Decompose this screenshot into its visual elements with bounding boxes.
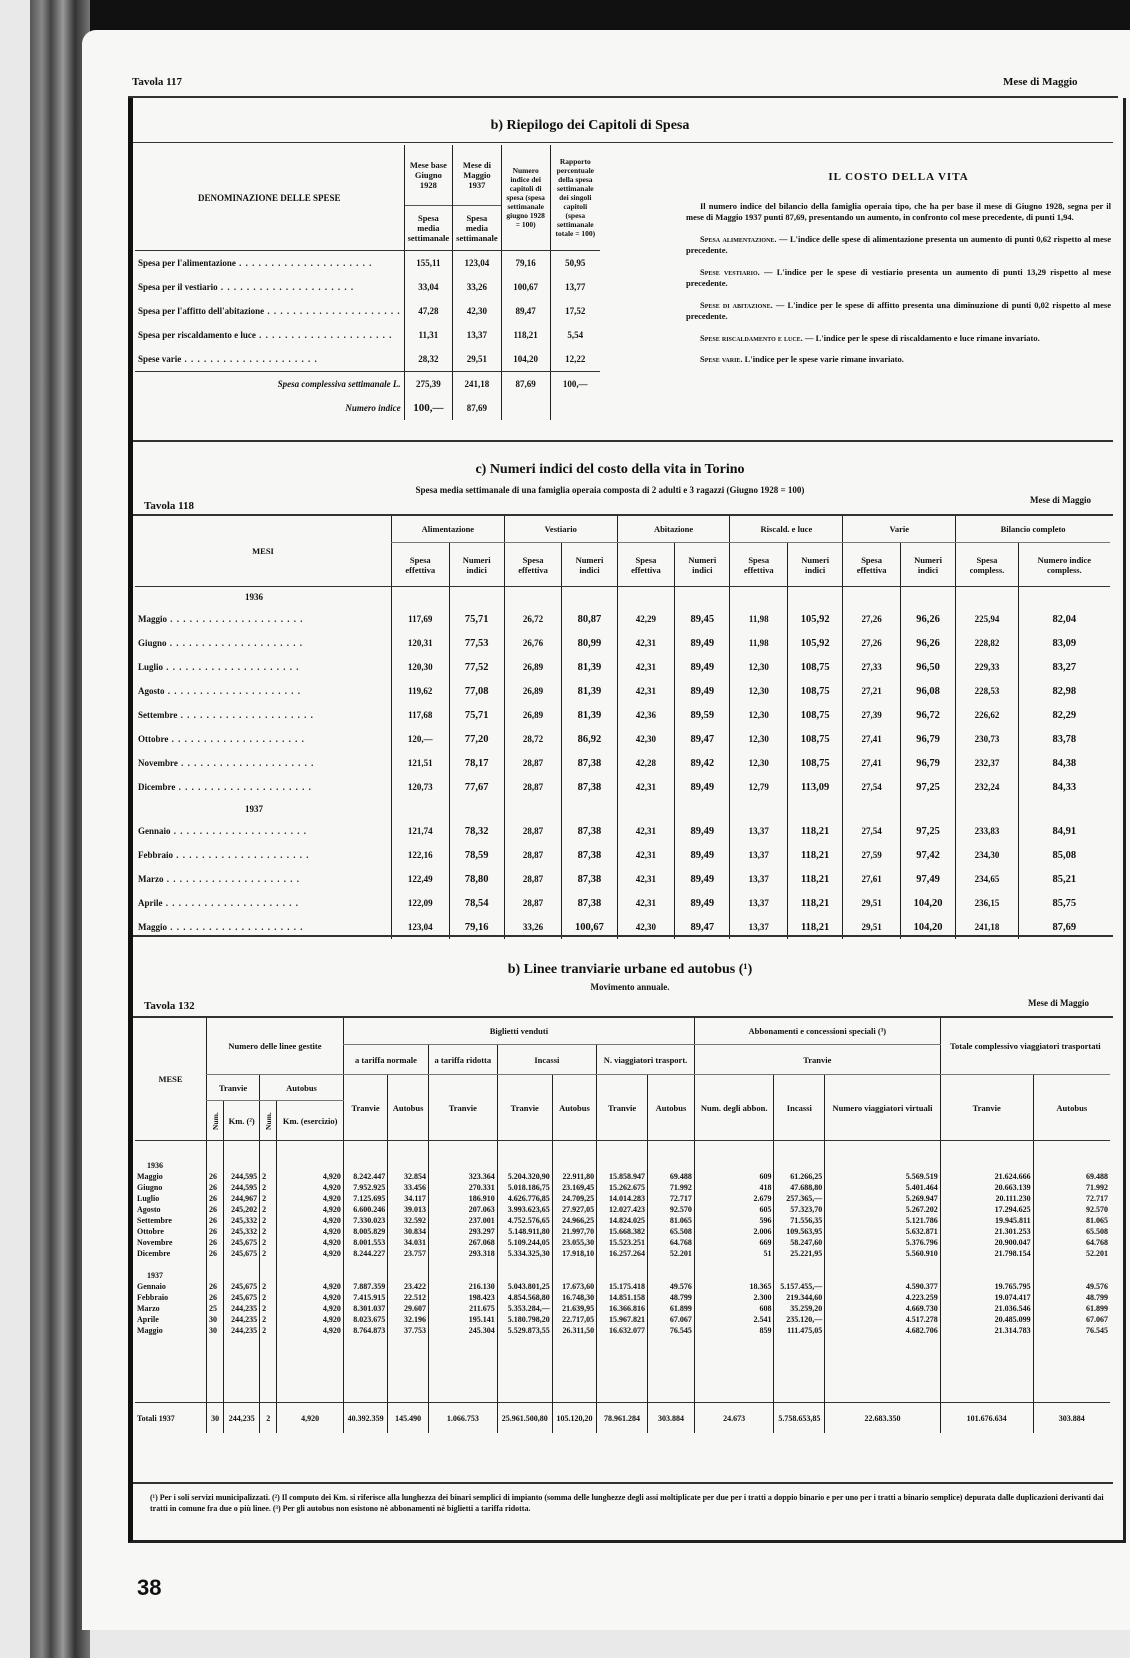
top-rule (128, 96, 1118, 98)
book-cover-top (30, 0, 1130, 32)
table-row: Giugno 26 244,595 2 4,920 7.952.925 33.456 270.331 5.018.186,75 23.169,45 15.262.675 71.992 418 47.688,80 5.401.464 20.663.139 71.992 (137, 1183, 1108, 1192)
col-maggio: Mese di Maggio 1937 (453, 145, 502, 206)
table-row: Luglio . . . 120,30 77,52 26,89 81,39 42,31 89,49 12,30 108,75 27,33 96,50 229,33 83,27 (135, 655, 1110, 679)
paragraph-vestiario: Spese vestiario. — L'indice per le spese di vestiario presenta un aumento di punti 13,29 rispetto al mese precedente. (686, 266, 1111, 289)
section-rule (133, 440, 1113, 442)
riepilogo-title: b) Riepilogo dei Capitoli di Spesa (490, 118, 690, 133)
month-label-top: Mese di Maggio (1003, 76, 1078, 88)
table-row: Spesa per il vestiario . . . 33,04 33,26 100,67 13,77 (135, 275, 600, 299)
table-row: Gennaio 26 245,675 2 4,920 7.887.359 23.422 216.130 5.043.801,25 17.673,60 15.175.418 49.576 18.365 5.157.455,— 4.590.377 19.765.795 49.576 (137, 1282, 1108, 1291)
table-row: Spesa per riscaldamento e luce . . . 11,31 13,37 118,21 5,54 (135, 323, 600, 347)
table-row: Settembre 26 245,332 2 4,920 7.330.023 32.592 237.001 4.752.576,65 24.966,25 14.824.025 81.065 596 71.556,35 5.121.786 19.945.811 81.065 (137, 1216, 1108, 1225)
year-label: 1937 (147, 1271, 163, 1280)
table-row: Agosto . . . 119,62 77,08 26,89 81,39 42,31 89,49 12,30 108,75 27,21 96,08 228,53 82,98 (135, 679, 1110, 703)
tranvie-title: b) Linee tranviarie urbane ed autobus (¹) (507, 962, 753, 977)
col-spesa-media-base: Spesa media settimanale (404, 206, 453, 251)
table-row: Ottobre . . . 120,— 77,20 28,72 86,92 42,30 89,47 12,30 108,75 27,41 96,79 230,73 83,78 (135, 727, 1110, 751)
paragraph-riscaldamento: Spese riscaldamento e luce. — L'indice per le spese di riscaldamento e luce rimane invariato. (700, 332, 1040, 343)
table-row: Gennaio . . . 121,74 78,32 28,87 87,38 42,31 89,49 13,37 118,21 27,54 97,25 233,83 84,91 (135, 819, 1110, 843)
col-rapporto: Rapporto percentuale della spesa settimanale dei singoli capitoli (spesa settimanale totale = 100) (550, 145, 600, 251)
table-row: Dicembre 26 245,675 2 4,920 8.244.227 23.757 293.318 5.334.325,30 17.918,10 16.257.264 52.201 51 25.221,95 5.560.910 21.798.154 52.201 (137, 1249, 1108, 1258)
tavola-132-label: Tavola 132 (144, 1000, 195, 1012)
col-denominazione: DENOMINAZIONE DELLE SPESE (135, 145, 404, 251)
table-row: Aprile 30 244,235 2 4,920 8.023.675 32.196 195.141 5.180.798,20 22.717,05 15.967.821 67.067 2.541 235.120,— 4.517.278 20.485.099 67.067 (137, 1315, 1108, 1324)
table-row: Maggio 30 244,235 2 4,920 8.764.873 37.753 245.304 5.529.873,55 26.311,50 16.632.077 76.545 859 111.475,05 4.682.706 21.314.783 76.545 (137, 1326, 1108, 1335)
costo-vita-commentary (686, 170, 1111, 376)
table-row: Aprile . . . 122,09 78,54 28,87 87,38 42,31 89,49 13,37 118,21 29,51 104,20 236,15 85,75 (135, 891, 1110, 915)
table-row: Novembre . . . 121,51 78,17 28,87 87,38 42,28 89,42 12,30 108,75 27,41 96,79 232,37 84,38 (135, 751, 1110, 775)
col-numero-indice: Numero indice dei capitoli di spesa (spesa settimanale giugno 1928 = 100) (501, 145, 550, 251)
month-label-118: Mese di Maggio (1030, 495, 1091, 505)
numeri-indici-table: MESI Alimentazione Vestiario Abitazione Riscald. e luce Varie Bilancio completo Spesa effettiva Numeri indici Spesa effettiva Numeri indici Spesa effettiva Numeri indici Spesa effettiva Numeri indici Spesa effettiva Numeri indici Spesa compless. Numero indice compless. 1936 Maggio . . . 117,69 75,71 26,72 80,87 42,29 89,45 11,98 105,92 27,26 96,26 225,94 82,04 Giugno . . . 120,31 77,53 26,76 80,99 42,31 89,49 11,98 105,92 27,26 96,26 228,82 83,09 Luglio . . . 120,30 77,52 26,89 81,39 42,31 89,49 12,30 108,75 27,33 96,50 229,33 83,27 Agosto . . . 119,62 77,08 26,89 81,39 42,31 89,49 12,30 108,75 27,21 96,08 228,53 82,98 Settembre . . . 117,68 75,71 26,89 81,39 42,36 89,59 12,30 108,75 27,39 96,72 226,62 82,29 Ottobre . . . 120,— 77,20 28,72 86,92 42,30 89,47 12,30 108,75 27,41 96,79 230,73 83,78 Novembre . . . 121,51 78,17 28,87 87,38 42,28 89,42 12,30 108,75 27,41 96,79 232,37 84,38 Dicembre . . . 120,73 77,67 28,87 87,38 42,31 89,49 12,79 113,09 27,54 97,25 232,24 84,33 1937 Gennaio . . . 121,74 78,32 28,87 87,38 42,31 89,49 13,37 118,21 27,54 97,25 233,83 84,91 Febbraio . . . 122,16 78,59 28,87 87,38 42,31 89,49 13,37 118,21 27,59 97,42 234,30 85,08 Marzo . . . 122,49 78,80 28,87 87,38 42,31 89,49 13,37 118,21 27,61 97,49 234,65 85,21 Aprile . . . 122,09 78,54 28,87 87,38 42,31 89,49 13,37 118,21 29,51 104,20 236,15 85,75 Maggio . . . 123,04 79,16 33,26 100,67 42,30 89,47 13,37 118,21 29,51 104,20 241,18 87,69 (135, 516, 1110, 939)
page-number: 38 (137, 1575, 162, 1600)
table-row: Dicembre . . . 120,73 77,67 28,87 87,38 42,31 89,49 12,79 113,09 27,54 97,25 232,24 84,33 (135, 775, 1110, 799)
table-row: Marzo . . . 122,49 78,80 28,87 87,38 42,31 89,49 13,37 118,21 27,61 97,49 234,65 85,21 (135, 867, 1110, 891)
table-row: Settembre . . . 117,68 75,71 26,89 81,39 42,36 89,59 12,30 108,75 27,39 96,72 226,62 82,29 (135, 703, 1110, 727)
table-row: Marzo 25 244,235 2 4,920 8.301.037 29.607 211.675 5.353.284,— 21.639,95 16.366.816 61.899 608 35.259,20 4.669.730 21.036.546 61.899 (137, 1304, 1108, 1313)
year-label: 1936 (147, 1161, 163, 1170)
rule (133, 142, 1113, 143)
table-row: Maggio . . . 123,04 79,16 33,26 100,67 42,30 89,47 13,37 118,21 29,51 104,20 241,18 87,69 (135, 915, 1110, 939)
table-row: Giugno . . . 120,31 77,53 26,76 80,99 42,31 89,49 11,98 105,92 27,26 96,26 228,82 83,09 (135, 631, 1110, 655)
tavola-117-label: Tavola 117 (132, 76, 183, 88)
table-row: Luglio 26 244,967 2 4,920 7.125.695 34.117 186.910 4.626.776,85 24.709,25 14.014.283 72.717 2.679 257.365,— 5.269.947 20.111.230 72.717 (137, 1194, 1108, 1203)
table-row: Febbraio . . . 122,16 78,59 28,87 87,38 42,31 89,49 13,37 118,21 27,59 97,42 234,30 85,08 (135, 843, 1110, 867)
tavola-118-label: Tavola 118 (144, 500, 195, 512)
table-row: Spese varie . . . 28,32 29,51 104,20 12,22 (135, 347, 600, 372)
year-label: 1936 (245, 592, 263, 602)
table-row: Spesa per l'affitto dell'abitazione . . . 47,28 42,30 89,47 17,52 (135, 299, 600, 323)
costo-vita-intro: Il numero indice del bilancio della famiglia operaia tipo, che ha per base il mese di Giugno 1928, segna per il mese di Maggio 1937 punti 87,69, presentando un aumento, in confronto col mese precedente, di punti 1,94. (686, 200, 1111, 223)
total-row: Spesa complessiva settimanale L. 275,39 241,18 87,69 100,— (135, 372, 600, 397)
paragraph-abitazione: Spese di abitazione. — L'indice per le spese di affitto presenta una diminuzione di punti 0,02 rispetto al mese precedente. (686, 299, 1111, 322)
footnotes: (¹) Per i soli servizi municipalizzati. (²) Il computo dei Km. si riferisce alla lunghezza dei binari semplici di impianto (somma delle lunghezze degli assi moltiplicate per due per i tratti a doppio binario e per uno per i tratti a binario semplice) depurata dalle duplicazioni derivanti dai tratti in comune fra due o più linee. (³) Per gli autobus non esistono nè abbonamenti nè biglietti a tariffa ridotta. (150, 1493, 1104, 1514)
tranvie-table: MESE Numero delle linee gestite Biglietti venduti Abbonamenti e concessioni speciali (³) Totale complessivo viaggiatori trasportati a tariffa normale a tariffa ridotta Incassi N. viaggiatori trasport. Tranvie Tranvie Autobus Tranvie Autobus Tranvie Tranvie Autobus Tranvie Autobus Num. degli abbon. Incassi Numero viaggiatori virtuali Tranvie Autobus Num. Km. (²) Num. Km. (esercizio) 1936 Maggio 26 244,595 2 4,920 8.242.447 32.854 323.364 5.204.320,90 22.911,80 15.858.947 69.488 609 61.266,25 5.569.519 21.624.666 69.488 Giugno 26 244,595 2 4,920 7.952.925 33.456 270.331 5.018.186,75 23.169,45 15.262.675 71.992 418 47.688,80 5.401.464 20.663.139 71.992 Luglio 26 244,967 2 4,920 7.125.695 34.117 186.910 4.626.776,85 24.709,25 14.014.283 72.717 2.679 257.365,— 5.269.947 20.111.230 72.717 Agosto 26 245,202 2 4,920 6.600.246 39.013 207.063 3.993.623,65 27.927,05 12.027.423 92.570 605 57.323,70 5.267.202 17.294.625 92.570 Settembre 26 245,332 2 4,920 7.330.023 32.592 237.001 4.752.576,65 24.966,25 14.824.025 81.065 596 71.556,35 5.121.786 19.945.811 81.065 Ottobre 26 245,332 2 4,920 8.005.829 30.834 293.297 5.148.911,80 21.997,70 15.668.382 65.508 2.006 109.563,95 5.632.871 21.301.253 65.508 Novembre 26 245,675 2 4,920 8.001.553 34.031 267.068 5.109.244,05 23.055,30 15.523.251 64.768 669 58.247,60 5.376.796 20.900.047 64.768 Dicembre 26 245,675 2 4,920 8.244.227 23.757 293.318 5.334.325,30 17.918,10 16.257.264 52.201 51 25.221,95 5.560.910 21.798.154 52.201 1937 Gennaio 26 245,675 2 4,920 7.887.359 23.422 216.130 5.043.801,25 17.673,60 15.175.418 49.576 18.365 5.157.455,— 4.590.377 19.765.795 49.576 Febbraio 26 245,675 2 4,920 7.415.915 22.512 198.423 4.854.568,80 16.748,30 14.851.158 48.799 2.300 219.344,60 4.223.259 19.074.417 48.799 Marzo 25 244,235 2 4,920 8.301.037 29.607 211.675 5.353.284,— 21.639,95 16.366.816 61.899 608 35.259,20 4.669.730 21.036.546 61.899 Aprile 30 244,235 2 4,920 8.023.675 32.196 195.141 5.180.798,20 22.717,05 15.967.821 67.067 2.541 235.120,— 4.517.278 20.485.099 67.067 Maggio 30 244,235 2 4,920 8.764.873 37.753 245.304 5.529.873,55 26.311,50 16.632.077 76.545 859 111.475,05 4.682.706 21.314.783 76.545 Totali 1937 30 244,235 2 4,920 40.392.359 145.490 1.066.753 25.961.500,80 105.120,20 78.961.284 303.884 24.673 5.758.653,85 22.683.350 101.676.634 303.884 (135, 1018, 1110, 1433)
costo-vita-title: IL COSTO DELLA VITA (828, 171, 969, 183)
table-row: Ottobre 26 245,332 2 4,920 8.005.829 30.834 293.297 5.148.911,80 21.997,70 15.668.382 65.508 2.006 109.563,95 5.632.871 21.301.253 65.508 (137, 1227, 1108, 1236)
table-row: Febbraio 26 245,675 2 4,920 7.415.915 22.512 198.423 4.854.568,80 16.748,30 14.851.158 48.799 2.300 219.344,60 4.223.259 19.074.417 48.799 (137, 1293, 1108, 1302)
col-mesi: MESI (135, 516, 392, 587)
book-page-edges (30, 0, 90, 1658)
numero-indice-row: Numero indice 100,— 87,69 (135, 396, 600, 420)
col-base: Mese base Giugno 1928 (404, 145, 453, 206)
month-label-132: Mese di Maggio (1028, 998, 1089, 1008)
paragraph-varie: Spese varie. L'indice per le spese varie rimane invariato. (700, 354, 904, 365)
col-spesa-media-maggio: Spesa media settimanale (453, 206, 502, 251)
table-row: Spesa per l'alimentazione . . . 155,11 123,04 79,16 50,95 (135, 251, 600, 276)
numeri-indici-title: c) Numeri indici del costo della vita in Torino (475, 462, 745, 477)
paragraph-alimentazione: Spesa alimentazione. — L'indice delle spese di alimentazione presenta un aumento di punti 0,62 rispetto al mese precedente. (686, 233, 1111, 256)
tranvie-subtitle: Movimento annuale. (590, 982, 670, 992)
table-row: Maggio 26 244,595 2 4,920 8.242.447 32.854 323.364 5.204.320,90 22.911,80 15.858.947 69.488 609 61.266,25 5.569.519 21.624.666 69.488 (137, 1172, 1108, 1181)
totals-row: Totali 1937 30 244,235 2 4,920 40.392.359 145.490 1.066.753 25.961.500,80 105.120,20 78.961.284 303.884 24.673 5.758.653,85 22.683.350 101.676.634 303.884 (135, 1403, 1110, 1434)
table-row: Maggio . . . 117,69 75,71 26,72 80,87 42,29 89,45 11,98 105,92 27,26 96,26 225,94 82,04 (135, 607, 1110, 631)
year-label: 1937 (245, 804, 263, 814)
table-row: Agosto 26 245,202 2 4,920 6.600.246 39.013 207.063 3.993.623,65 27.927,05 12.027.423 92.570 605 57.323,70 5.267.202 17.294.625 92.570 (137, 1205, 1108, 1214)
riepilogo-table (135, 145, 600, 420)
numeri-indici-subtitle: Spesa media settimanale di una famiglia operaia composta di 2 adulti e 3 ragazzi (Giugno 1928 = 100) (415, 485, 805, 495)
section-rule (133, 1482, 1113, 1484)
section-rule (133, 935, 1113, 937)
table-row: Novembre 26 245,675 2 4,920 8.001.553 34.031 267.068 5.109.244,05 23.055,30 15.523.251 64.768 669 58.247,60 5.376.796 20.900.047 64.768 (137, 1238, 1108, 1247)
